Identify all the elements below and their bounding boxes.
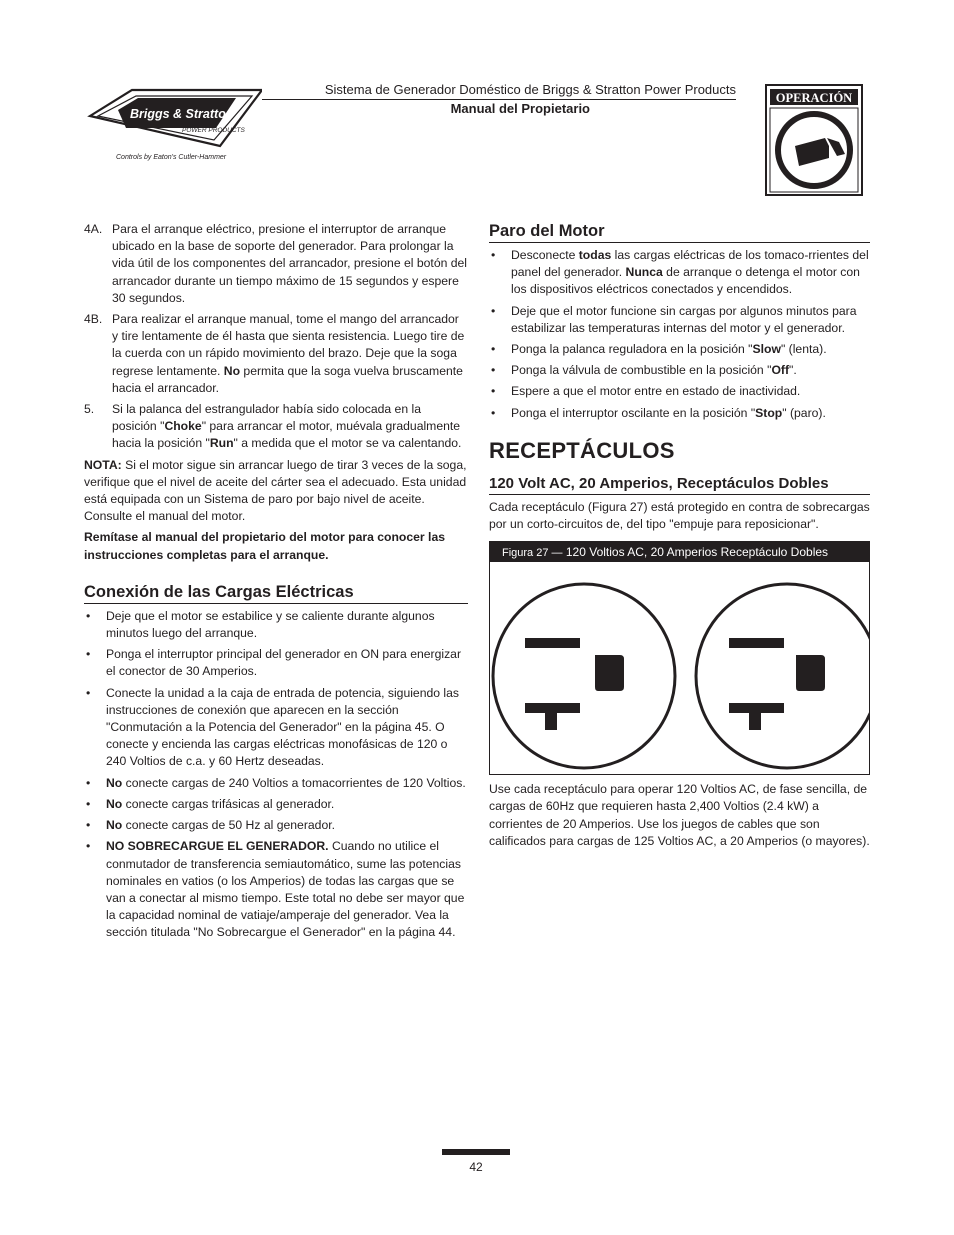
receptacle-left-outlet <box>493 584 675 768</box>
operation-section-badge <box>765 84 863 196</box>
list-item: • Conecte la unidad a la caja de entrada de potencia, siguiendo las instrucciones de conexión que aparecen en la sección "Conmutación a la Potencia del Generador" en la página 45. O conecte y encienda las cargas eléctricas monofásicas de 120 o 240 Voltios de c.a. y 60 Hertz deseadas. <box>84 685 468 771</box>
figure-label: Figura 27 — <box>502 547 563 560</box>
logo-tagline: Controls by Eaton's Cutler-Hammer <box>116 154 227 161</box>
step-4a: 4A. Para el arranque eléctrico, presione el interruptor de arranque ubicado en la base de soporte del generador. Para prolongar la vida útil de los componentes del arrancador, presione el botón del arrancador durante un tiempo máximo de 15 segundos y espere 30 segundos. <box>84 222 468 305</box>
right-column <box>489 221 870 854</box>
list-item: • Ponga la palanca reguladora en la posición "Slow" (lenta). <box>489 341 870 358</box>
briggs-stratton-logo <box>86 88 262 164</box>
figure-27 <box>489 541 870 775</box>
receptacle-right-outlet <box>696 584 869 768</box>
step-5: 5. Si la palanca del estrangulador había sido colocada en la posición "Choke" para arrancar el motor, muévala gradualmente hacia la posición "Run" a medida que el motor se va calentando. <box>84 402 462 451</box>
left-column <box>84 221 468 946</box>
page-number: 42 <box>469 1160 483 1174</box>
list-item: • NO SOBRECARGUE EL GENERADOR. Cuando no utilice el conmutador de transferencia semiautomático, sume las potencias nominales en vatios (o los Amperios) de todas las cargas que se van a conectar al mismo tiempo. Este total no debe ser mayor que la capacidad nominal de vatiaje/amperaje del generador. Vea la sección titulada "No Sobrecargue el Generador" en la página 44. <box>84 838 468 941</box>
heading-engine-stop: Paro del Motor <box>489 221 870 243</box>
step-4b: 4B. Para realizar el arranque manual, tome el mango del arrancador y tire lentamente de él hasta que sienta resistencia. Luego tire de la cuerda con un rápido movimiento del brazo. Deje que la soga regrese lentamente. No permita que la soga vuelva bruscamente hacia el arrancador. <box>84 312 465 395</box>
badge-label: OPERACIÓN <box>775 91 853 105</box>
figure-title: 120 Voltios AC, 20 Amperios Receptáculo Dobles <box>565 545 829 560</box>
logo-subtext: POWER PRODUCTS <box>182 127 245 134</box>
engine-stop-list <box>489 247 870 422</box>
receptacle-usage: Use cada receptáculo para operar 120 Voltios AC, de fase sencilla, de cargas de 60Hz que requieren hasta 2,400 Voltios (2.4 kW) a corrientes de 20 Amperios. Use los juegos de cables que son calificados para cargas de 125 Voltios AC, a 20 Amperios (o mayores). <box>489 782 870 848</box>
manual-subtitle: Manual del Propietario <box>450 101 590 116</box>
section-title-receptacles: RECEPTÁCULOS <box>489 437 675 463</box>
load-connection-list <box>84 608 468 942</box>
list-item: • No conecte cargas de 240 Voltios a tomacorrientes de 120 Voltios. <box>84 775 468 792</box>
list-item: • Ponga el interruptor principal del generador en ON para energizar el conector de 30 Amperios. <box>84 646 468 680</box>
receptacle-intro: Cada receptáculo (Figura 27) está protegido en contra de sobrecargas por un corto-circuitos de, del tipo "empuje para reposicionar". <box>489 499 870 532</box>
list-item: • No conecte cargas trifásicas al generador. <box>84 796 468 813</box>
note-paragraph: NOTA: Si el motor sigue sin arrancar luego de tirar 3 veces de la soga, verifique que el nivel de aceite del cárter sea el adecuado. Esta unidad está equipada con un Sistema de paro por bajo nivel de aceite. Consulte el manual del motor. <box>84 457 467 524</box>
list-item: • Desconecte todas las cargas eléctricas de los tomaco-rrientes del panel del generador. Nunca de arranque o detenga el motor con los dispositivos eléctricos conectados y encendidos. <box>489 247 870 299</box>
list-item: • Espere a que el motor entre en estado de inactividad. <box>489 383 870 400</box>
list-item: • Ponga el interruptor oscilante en la posición "Stop" (paro). <box>489 405 870 422</box>
manual-title: Sistema de Generador Doméstico de Briggs & Stratton Power Products <box>324 82 736 97</box>
logo-wordmark: Briggs & Stratton <box>130 107 234 121</box>
list-item: • Deje que el motor se estabilice y se caliente durante algunos minutos luego del arranque. <box>84 608 468 642</box>
header-divider <box>262 99 736 100</box>
footer-rule <box>442 1154 510 1155</box>
list-item: • No conecte cargas de 50 Hz al generador. <box>84 817 468 834</box>
figure-caption <box>490 542 869 562</box>
list-item: • Ponga la válvula de combustible en la posición "Off". <box>489 362 870 379</box>
list-item: • Deje que el motor funcione sin cargas por algunos minutos para estabilizar las temperaturas internas del motor y el generador. <box>489 303 870 337</box>
engine-manual-reference: Remítase al manual del propietario del motor para conocer las instrucciones completas para el arranque. <box>84 530 445 562</box>
heading-duplex-receptacles: 120 Volt AC, 20 Amperios, Receptáculos Dobles <box>489 474 870 495</box>
heading-load-connection: Conexión de las Cargas Eléctricas <box>84 582 468 604</box>
duplex-receptacle-illustration <box>490 563 869 774</box>
